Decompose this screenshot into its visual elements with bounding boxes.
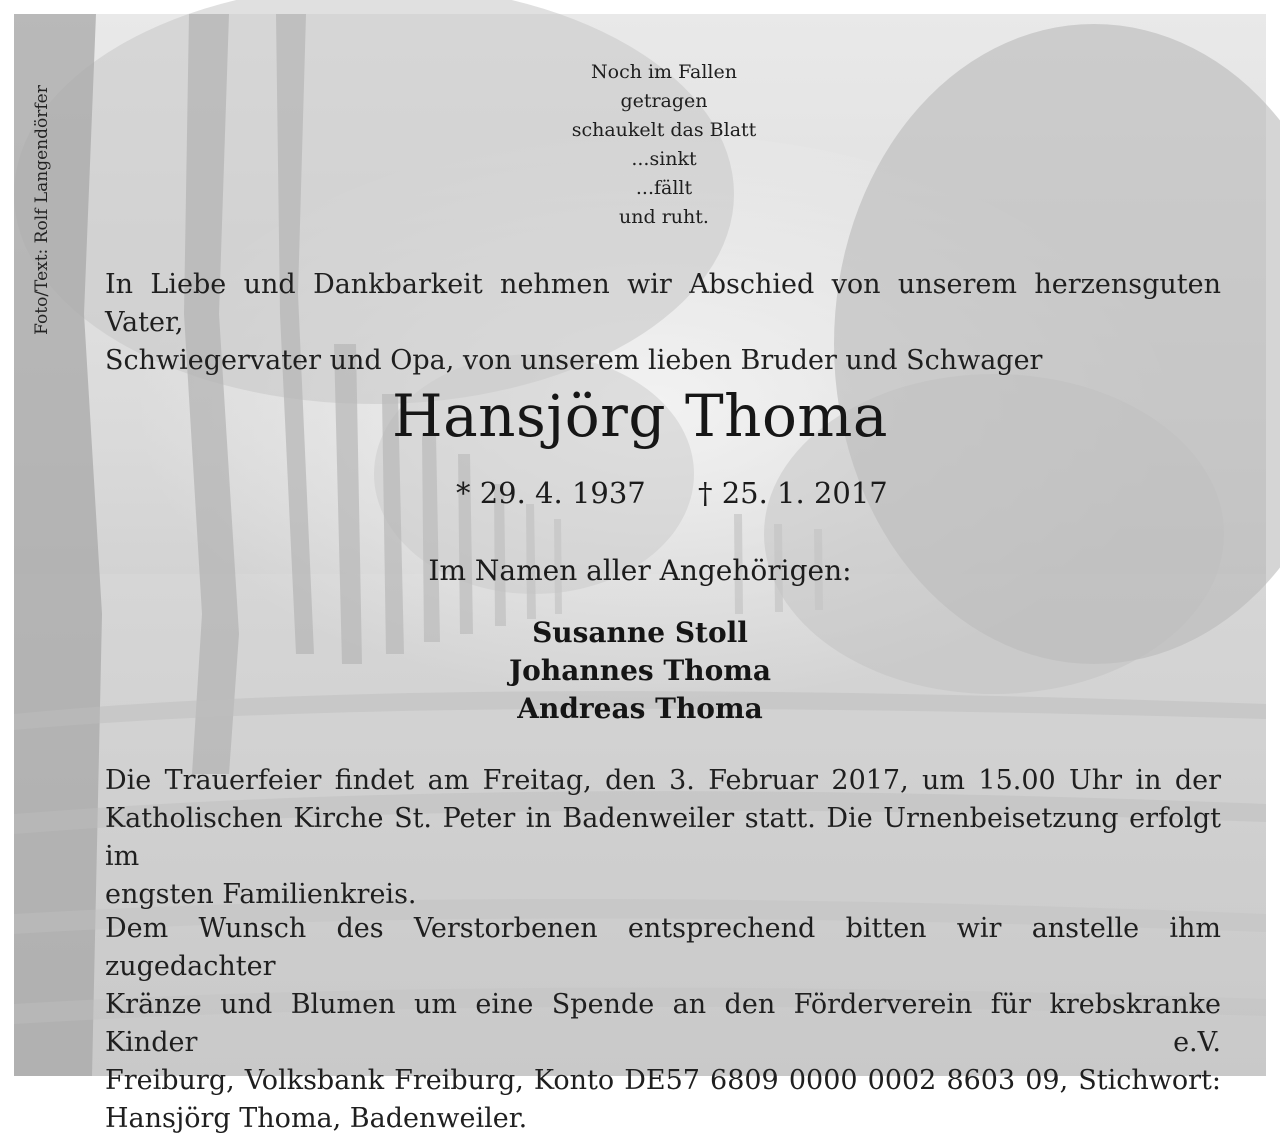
- photo-credit: Foto/Text: Rolf Langendörfer: [32, 85, 52, 335]
- mourner-name: Johannes Thoma: [508, 654, 772, 687]
- intro-line: Schwiegervater und Opa, von unserem lieben Bruder und Schwager: [105, 345, 1043, 376]
- mourner-name: Andreas Thoma: [517, 692, 763, 725]
- poem-line: ...sinkt: [631, 148, 697, 170]
- donation-line: Hansjörg Thoma, Badenweiler.: [105, 1103, 528, 1134]
- funeral-service-info: [105, 762, 1221, 914]
- life-dates: [454, 476, 904, 512]
- service-line: Katholischen Kirche St. Peter in Badenweiler statt. Die Urnenbeisetzung erfolgt im: [105, 803, 1221, 872]
- on-behalf-heading: Im Namen aller Angehörigen:: [428, 554, 852, 587]
- intro-line: In Liebe und Dankbarkeit nehmen wir Abschied von unserem herzensguten Vater,: [105, 269, 1221, 338]
- death-date: † 25. 1. 2017: [698, 476, 888, 510]
- poem-line: getragen: [620, 90, 708, 112]
- service-line: Die Trauerfeier findet am Freitag, den 3. Februar 2017, um 15.00 Uhr in der: [105, 765, 1221, 796]
- farewell-intro: [105, 266, 1221, 380]
- service-line: engsten Familienkreis.: [105, 879, 417, 910]
- deceased-name: Hansjörg Thoma: [391, 382, 888, 450]
- poem-line: und ruht.: [619, 206, 709, 228]
- poem: [534, 58, 794, 232]
- poem-line: ...fällt: [635, 177, 693, 199]
- mourner-name: Susanne Stoll: [532, 616, 748, 649]
- donation-line: Kränze und Blumen um eine Spende an den Förderverein für krebskranke Kinder e.V.: [105, 989, 1221, 1058]
- mourners-list: [14, 614, 1266, 728]
- birth-date: * 29. 4. 1937: [456, 476, 646, 510]
- obituary-notice: [14, 14, 1266, 1134]
- donation-line: Dem Wunsch des Verstorbenen entsprechend bitten wir anstelle ihm zugedachter: [105, 913, 1221, 982]
- donation-request: [105, 910, 1221, 1138]
- poem-line: schaukelt das Blatt: [571, 119, 757, 141]
- poem-line: Noch im Fallen: [591, 61, 737, 83]
- donation-line: Freiburg, Volksbank Freiburg, Konto DE57 6809 0000 0002 8603 09, Stichwort:: [105, 1065, 1221, 1096]
